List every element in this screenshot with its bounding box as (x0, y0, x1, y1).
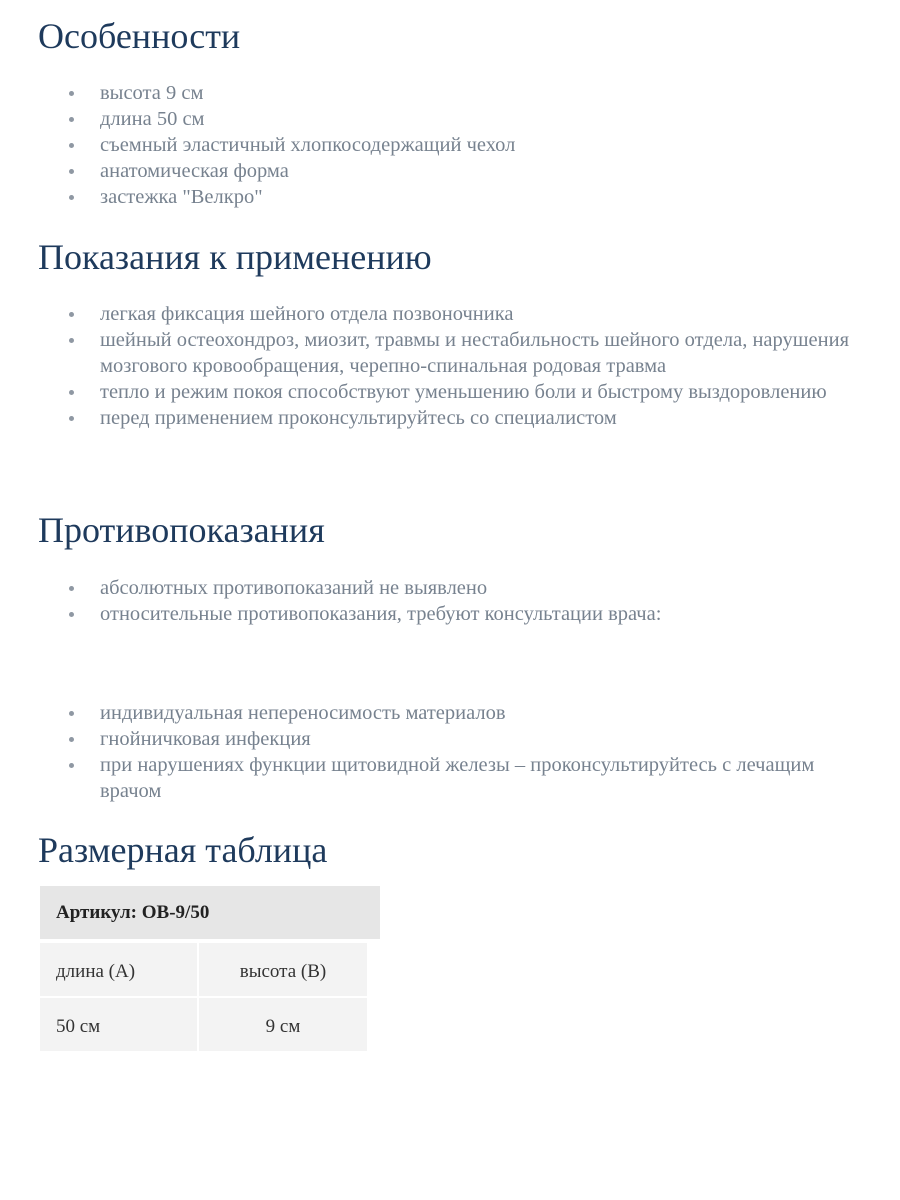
features-list (0, 80, 860, 210)
table-cell-height-value: 9 см (199, 998, 367, 1051)
list-item: легкая фиксация шейного отдела позвоночника (0, 301, 850, 327)
list-item: перед применением проконсультируйтесь со специалистом (0, 405, 850, 431)
indications-list (0, 301, 850, 431)
contraindications-list (0, 575, 860, 627)
list-item: застежка "Велкро" (0, 184, 860, 210)
bullet-icon (69, 169, 74, 174)
list-item: длина 50 см (0, 106, 860, 132)
contraindications-heading: Противопоказания (38, 510, 325, 550)
table-cell-height-header: высота (В) (199, 943, 367, 996)
bullet-icon (69, 195, 74, 200)
list-item: при нарушениях функции щитовидной железы – проконсультируйтесь с лечащим врачом (0, 752, 840, 804)
list-item: абсолютных противопоказаний не выявлено (0, 575, 860, 601)
list-item: анатомическая форма (0, 158, 860, 184)
bullet-icon (69, 312, 74, 317)
table-cell-length-header: длина (А) (40, 943, 197, 996)
bullet-icon (69, 416, 74, 421)
list-item: тепло и режим покоя способствуют уменьшению боли и быстрому выздоровлению (0, 379, 850, 405)
features-heading: Особенности (38, 16, 241, 56)
bullet-icon (69, 586, 74, 591)
bullet-icon (69, 143, 74, 148)
bullet-icon (69, 737, 74, 742)
bullet-icon (69, 612, 74, 617)
table-cell-length-value: 50 см (40, 998, 197, 1051)
bullet-icon (69, 91, 74, 96)
bullet-icon (69, 711, 74, 716)
bullet-icon (69, 117, 74, 122)
relative-contraindications-list (0, 700, 840, 804)
list-item: индивидуальная непереносимость материалов (0, 700, 840, 726)
list-item: съемный эластичный хлопкосодержащий чехол (0, 132, 860, 158)
list-item: шейный остеохондроз, миозит, травмы и нестабильность шейного отдела, нарушения мозгового кровообращения, черепно-спинальная родовая травма (0, 327, 850, 379)
bullet-icon (69, 390, 74, 395)
list-item: гнойничковая инфекция (0, 726, 840, 752)
table-header-row (40, 886, 380, 939)
bullet-icon (69, 763, 74, 768)
bullet-icon (69, 338, 74, 343)
article-label: Артикул: ОВ-9/50 (56, 902, 210, 923)
indications-heading: Показания к применению (38, 237, 432, 277)
list-item: относительные противопоказания, требуют консультации врача: (0, 601, 860, 627)
size-table-heading: Размерная таблица (38, 830, 328, 870)
list-item: высота 9 см (0, 80, 860, 106)
